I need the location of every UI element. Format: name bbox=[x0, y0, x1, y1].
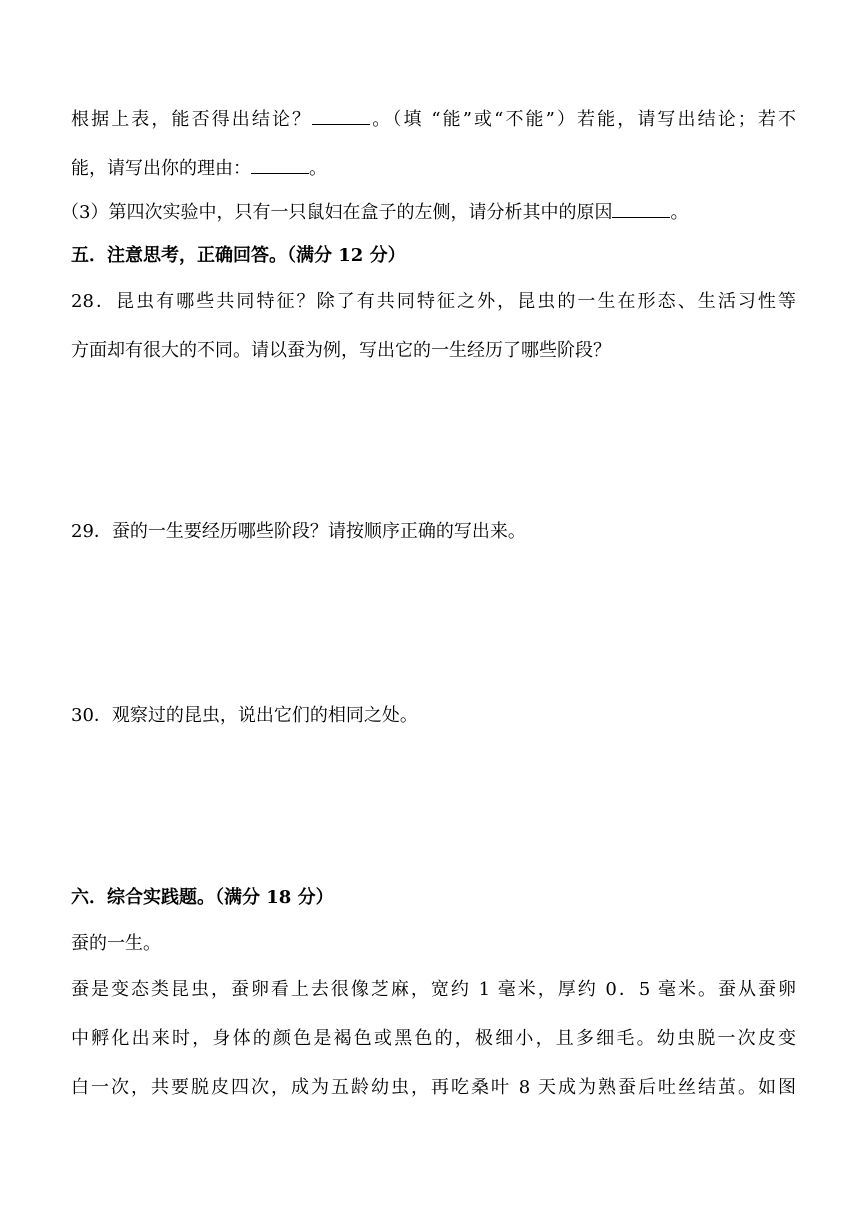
q28-line-1: 28．昆虫有哪些共同特征？除了有共同特征之外，昆虫的一生在形态、生活习性等 bbox=[71, 291, 796, 312]
q27-text-1a: 根据上表，能否得出结论？ bbox=[71, 109, 313, 130]
answer-blank-1[interactable] bbox=[312, 106, 370, 125]
paragraph-line-2: 中孵化出来时，身体的颜色是褐色或黑色的，极细小，且多细毛。幼虫脱一次皮变 bbox=[71, 1028, 796, 1049]
q27-text-1b: 。（填 “能”或“不能”）若能，请写出结论；若不 bbox=[370, 109, 796, 130]
section-5-heading: 五．注意思考，正确回答。（满分 12 分） bbox=[71, 245, 406, 266]
paragraph-line-3: 白一次，共要脱皮四次，成为五龄幼虫，再吃桑叶 8 天成为熟蚕后吐丝结茧。如图 bbox=[71, 1077, 796, 1098]
section-6-heading: 六．综合实践题。（满分 18 分） bbox=[71, 887, 334, 908]
section-6-intro: 蚕的一生。 bbox=[71, 933, 161, 954]
q27-line-2 bbox=[71, 155, 796, 181]
paragraph-line-1: 蚕是变态类昆虫，蚕卵看上去很像芝麻，宽约 1 毫米，厚约 0．5 毫米。蚕从蚕卵 bbox=[71, 979, 796, 1000]
q29-text: 29．蚕的一生要经历哪些阶段？请按顺序正确的写出来。 bbox=[71, 521, 526, 542]
q27-text-3a: （3）第四次实验中，只有一只鼠妇在盒子的左侧，请分析其中的原因 bbox=[61, 202, 613, 223]
q30-text: 30．观察过的昆虫，说出它们的相同之处。 bbox=[71, 705, 418, 726]
q28-line-2: 方面却有很大的不同。请以蚕为例，写出它的一生经历了哪些阶段？ bbox=[71, 340, 611, 361]
q27-text-2a: 能，请写出你的理由： bbox=[71, 158, 251, 179]
q27-line-1 bbox=[71, 106, 796, 132]
q27-text-3b: 。 bbox=[670, 202, 689, 223]
q27-line-3 bbox=[61, 199, 786, 225]
answer-blank-3[interactable] bbox=[612, 199, 670, 218]
q27-text-2b: 。 bbox=[309, 158, 327, 179]
answer-blank-2[interactable] bbox=[251, 155, 309, 174]
